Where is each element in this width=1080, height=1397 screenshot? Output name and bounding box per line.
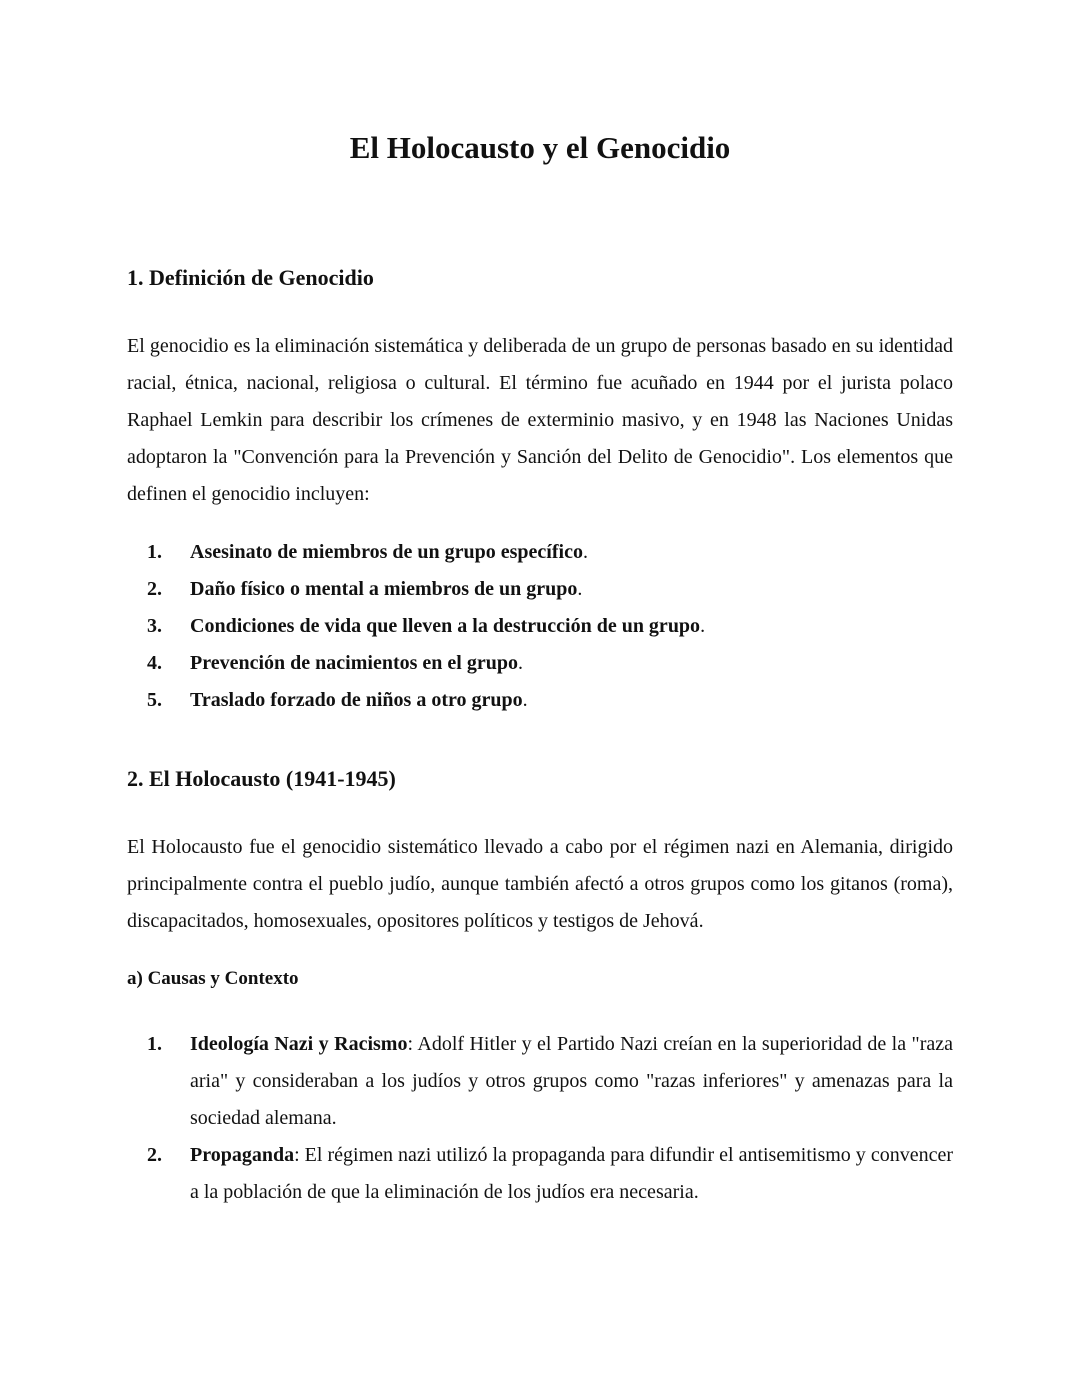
holocaust-paragraph: El Holocausto fue el genocidio sistemático llevado a cabo por el régimen nazi en Alemania, dirigido principalmente contra el pueblo judío, aunque también afectó a otros grupos como los gitanos (roma), discapacitados, homosexuales, opositores políticos y testigos de Jehová. [127, 836, 953, 932]
document-title: El Holocausto y el Genocidio [349, 130, 731, 165]
list-item: 3. Condiciones de vida que lleven a la destrucción de un grupo. [147, 615, 706, 637]
list-item: 4. Prevención de nacimientos en el grupo. [147, 652, 523, 674]
list-item: 1. Asesinato de miembros de un grupo específico. [147, 541, 588, 563]
section-heading-definicion: 1. Definición de Genocidio [127, 265, 374, 290]
section-heading-holocausto: 2. El Holocausto (1941-1945) [127, 766, 396, 791]
list-item: 2. Propaganda: El régimen nazi utilizó la propaganda para difundir el antisemitismo y convencer a la población de que la eliminación de los judíos era necesaria. [147, 1144, 953, 1203]
list-item: 1. Ideología Nazi y Racismo: Adolf Hitler y el Partido Nazi creían en la superioridad de la "raza aria" y consideraban a los judíos y otros grupos como "razas inferiores" y amenazas para la sociedad alemana. [147, 1033, 954, 1129]
genocide-elements-list [127, 534, 953, 719]
list-item: 5. Traslado forzado de niños a otro grupo. [147, 689, 528, 711]
subheading-causas: a) Causas y Contexto [127, 968, 299, 989]
causes-list [127, 1026, 953, 1211]
list-item: 2. Daño físico o mental a miembros de un grupo. [147, 578, 583, 600]
definition-paragraph: El genocidio es la eliminación sistemática y deliberada de un grupo de personas basado en su identidad racial, étnica, nacional, religiosa o cultural. El término fue acuñado en 1944 por el jurista polaco Raphael Lemkin para describir los crímenes de exterminio masivo, y en 1948 las Naciones Unidas adoptaron la "Convención para la Prevención y Sanción del Delito de Genocidio". Los elementos que definen el genocidio incluyen: [127, 335, 953, 505]
